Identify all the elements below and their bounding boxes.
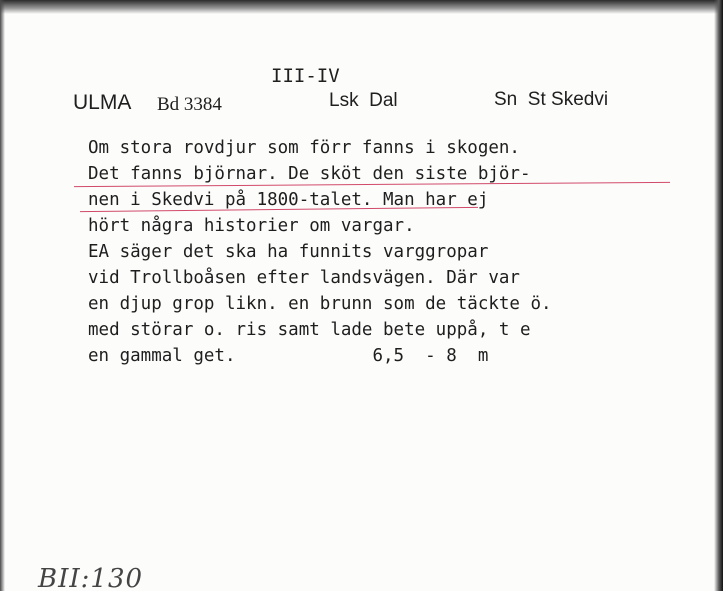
- scan-edge-top: [0, 0, 723, 14]
- text-line: en djup grop likn. en brunn som de täckte ö.: [88, 294, 552, 314]
- scan-edge-left: [0, 0, 5, 591]
- text-line: Om stora rovdjur som förr fanns i skogen.: [88, 138, 520, 158]
- landskap-label: Lsk Dal: [329, 90, 398, 111]
- text-line: EA säger det ska ha funnits varggropar: [88, 242, 489, 262]
- archive-label: ULMA: [73, 91, 132, 114]
- handwritten-signature-note: BII:130: [38, 564, 144, 591]
- text-line: nen i Skedvi på 1800-talet. Man har ej: [88, 190, 489, 210]
- period-label: III-IV: [271, 65, 340, 87]
- text-line: vid Trollboåsen efter landsvägen. Där var: [88, 268, 520, 288]
- text-line: hört några historier om vargar.: [88, 216, 415, 236]
- text-line: Det fanns björnar. De sköt den siste björ-: [88, 164, 531, 184]
- scan-edge-right: [714, 0, 723, 591]
- socken-label: Sn St Skedvi: [494, 89, 609, 110]
- text-line: en gammal get. 6,5 - 8 m: [88, 346, 489, 366]
- text-line: med störar o. ris samt lade bete uppå, t e: [88, 320, 531, 340]
- reference-number: Bd 3384: [157, 94, 222, 115]
- card-text: [88, 135, 552, 369]
